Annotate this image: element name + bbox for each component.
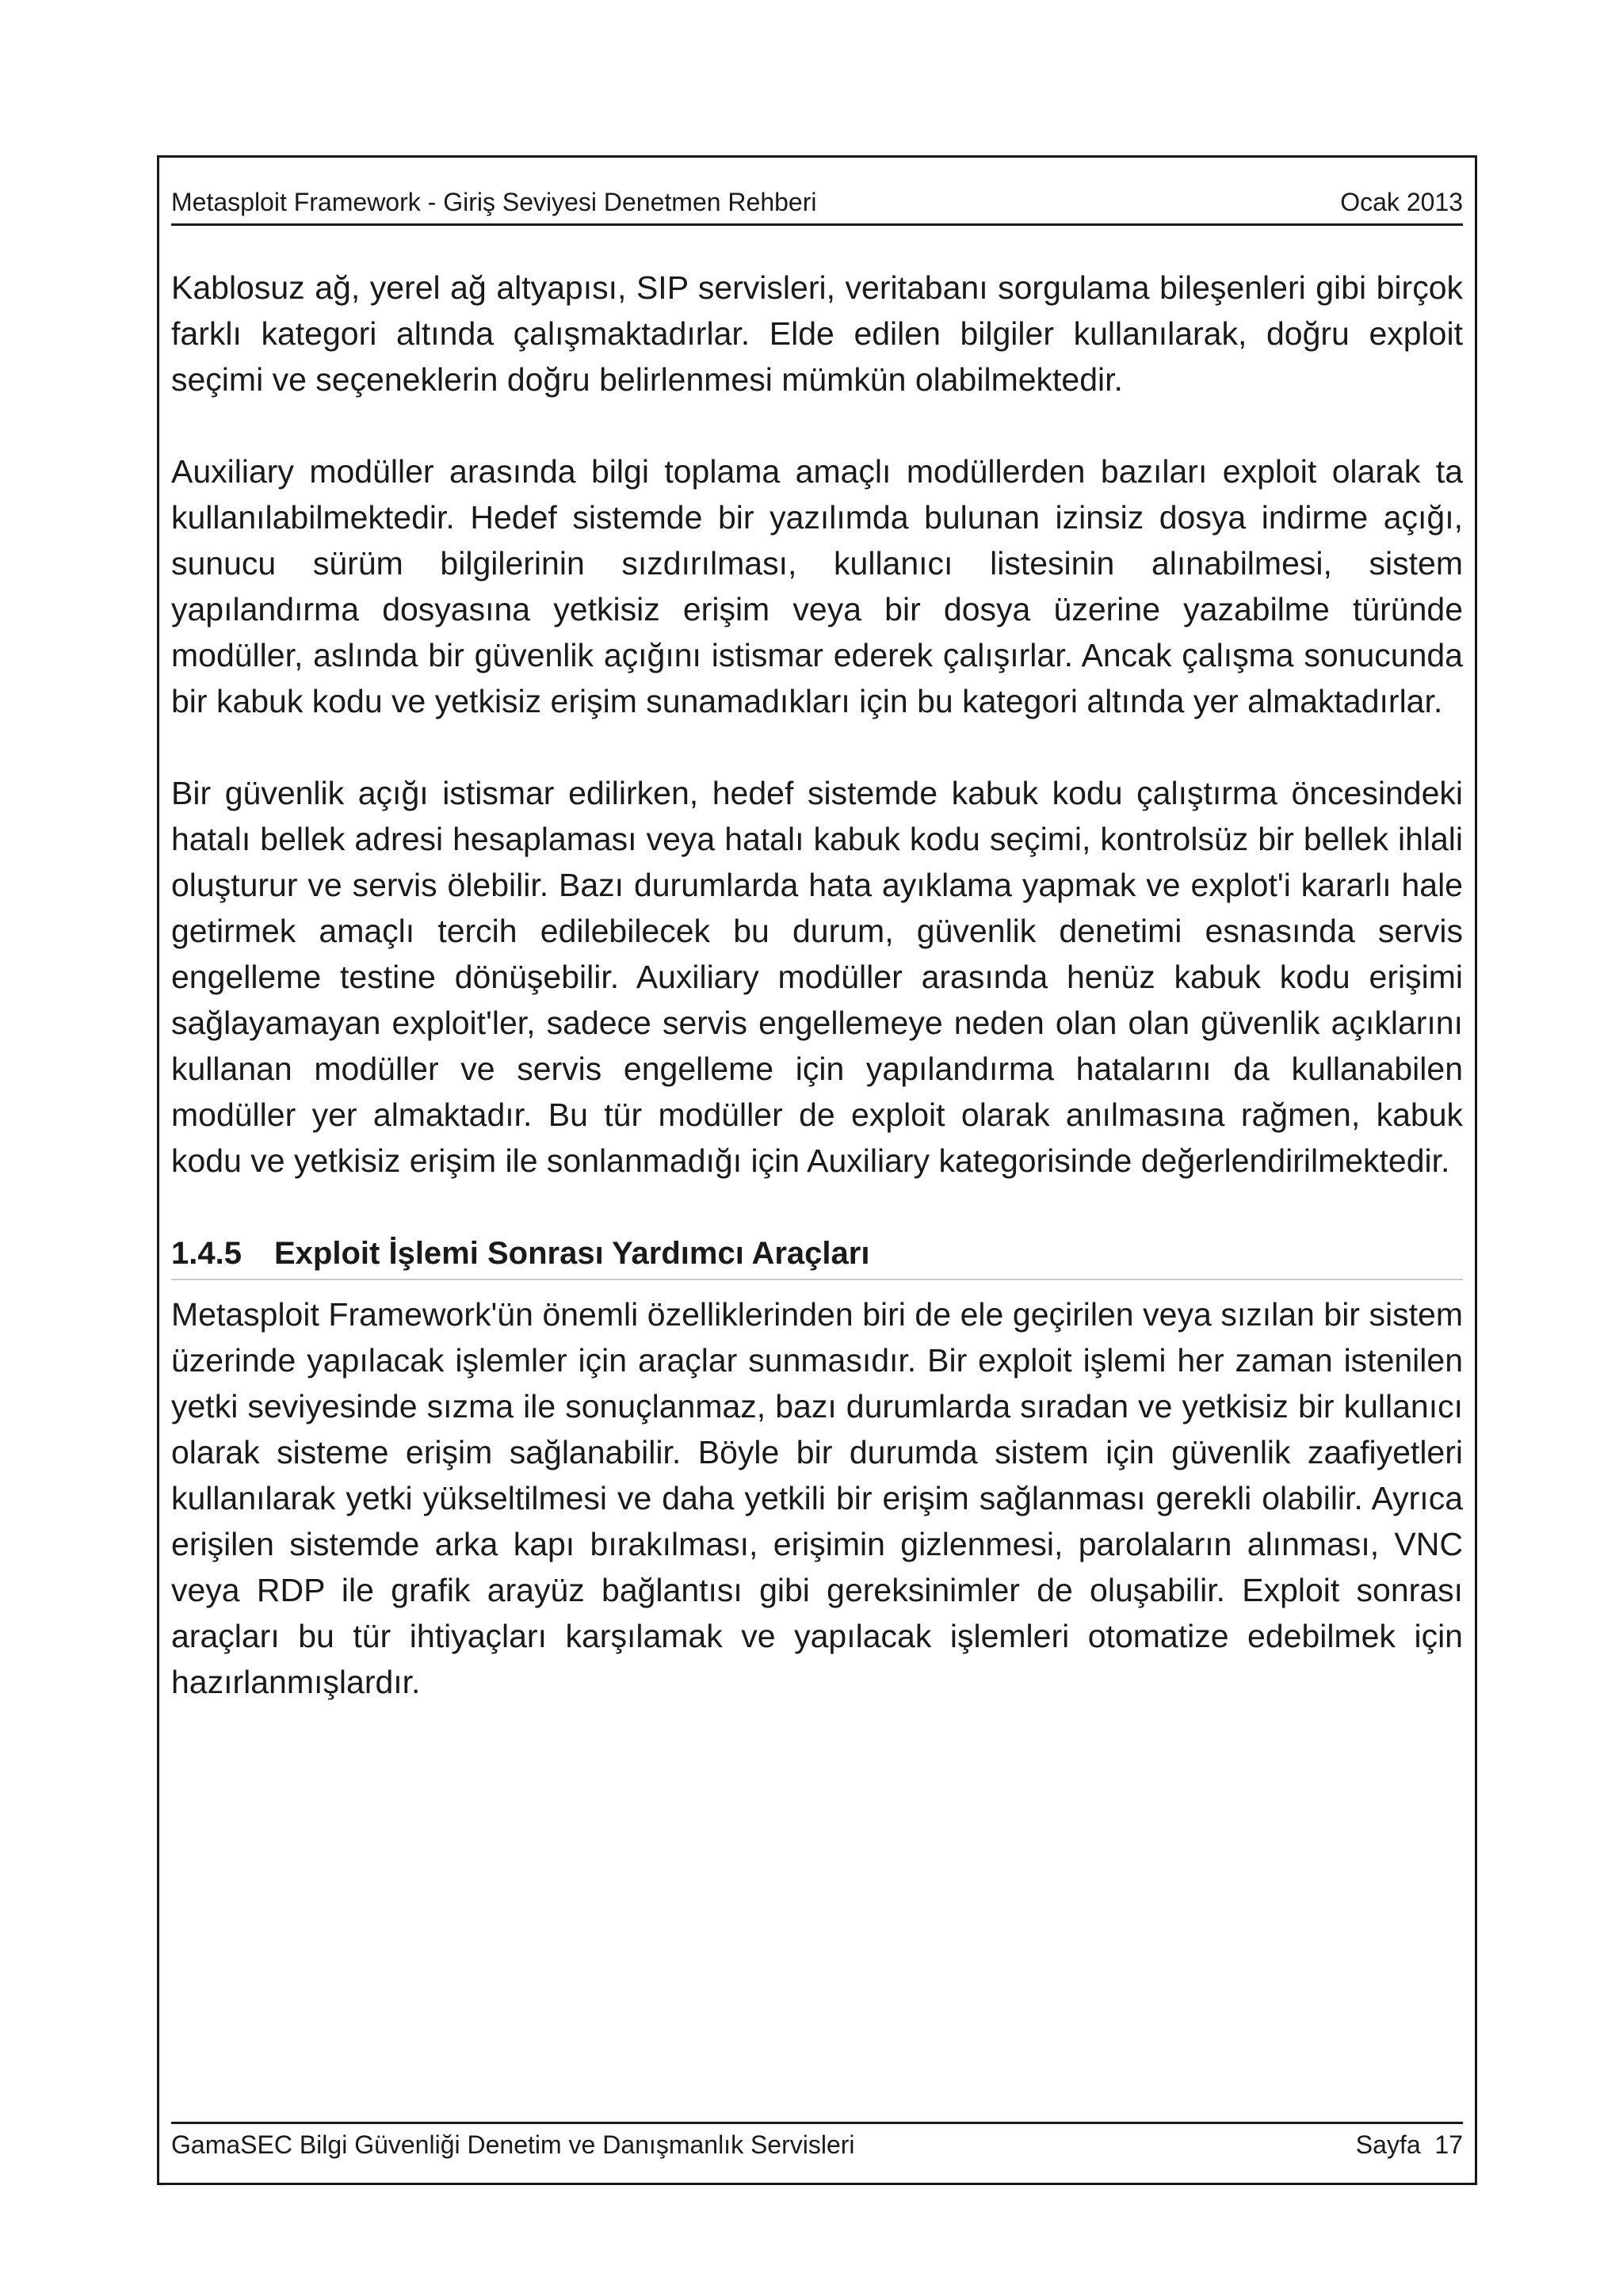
page-header (171, 182, 1463, 222)
paragraph-denial-of-service: Bir güvenlik açığı istismar edilirken, hedef sistemde kabuk kodu çalıştırma öncesindeki hatalı bellek adresi hesaplaması veya hatalı kabuk kodu seçimi, kontrolsüz bir bellek ihlali oluşturur ve servis ölebilir. Bazı durumlarda hata ayıklama yapmak ve explot'i kararlı hale getirmek amaçlı tercih edilebilecek bu durum, güvenlik denetimi esnasında servis engelleme testine dönüşebilir. Auxiliary modüller arasında henüz kabuk kodu erişimi sağlayamayan exploit'ler, sadece servis engellemeye neden olan olan güvenlik açıklarını kullanan modüller ve servis engelleme için yapılandırma hatalarını da kullanabilen modüller yer almaktadır. Bu tür modüller de exploit olarak anılmasına rağmen, kabuk kodu ve yetkisiz erişim ile sonlanmadığı için Auxiliary kategorisinde değerlendirilmektedir. (171, 775, 1463, 1179)
section-title: Exploit İşlemi Sonrası Yardımcı Araçları (274, 1236, 870, 1271)
section-heading (171, 1231, 1463, 1280)
page-footer (171, 2126, 1463, 2163)
paragraph-auxiliary-exploits: Auxiliary modüller arasında bilgi toplama amaçlı modüllerden bazıları exploit olarak ta kullanılabilmektedir. Hedef sistemde bir yazılımda bulunan izinsiz dosya indirme açığı, sunucu sürüm bilgilerinin sızdırılması, kullanıcı listesinin alınabilmesi, sistem yapılandırma dosyasına yetkisiz erişim veya bir dosya üzerine yazabilme türünde modüller, aslında bir güvenlik açığını istismar ederek çalışırlar. Ancak çalışma sonucunda bir kabuk kodu ve yetkisiz erişim sunamadıkları için bu kategori altında yer almaktadırlar. (171, 453, 1463, 719)
paragraph-wireless-categories: Kablosuz ağ, yerel ağ altyapısı, SIP servisleri, veritabanı sorgulama bileşenleri gibi birçok farklı kategori altında çalışmaktadırlar. Elde edilen bilgiler kullanılarak, doğru exploit seçimi ve seçeneklerin doğru belirlenmesi mümkün olabilmektedir. (171, 269, 1463, 398)
paragraph-post-exploitation: Metasploit Framework'ün önemli özelliklerinden biri de ele geçirilen veya sızılan bir sistem üzerinde yapılacak işlemler için araçlar sunmasıdır. Bir exploit işlemi her zaman istenilen yetki seviyesinde sızma ile sonuçlanmaz, bazı durumlarda sıradan ve yetkisiz bir kullanıcı olarak sisteme erişim sağlanabilir. Böyle bir durumda sistem için güvenlik zaafiyetleri kullanılarak yetki yükseltilmesi ve daha yetkili bir erişim sağlanması gerekli olabilir. Ayrıca erişilen sistemde arka kapı bırakılması, erişimin gizlenmesi, parolaların alınması, VNC veya RDP ile grafik arayüz bağlantısı gibi gereksinimler de oluşabilir. Exploit sonrası araçları bu tür ihtiyaçları karşılamak ve yapılacak işlemleri otomatize edebilmek için hazırlanmışlardır. (171, 1296, 1463, 1700)
page-number: Sayfa 17 (1355, 2130, 1463, 2159)
header-divider (171, 223, 1463, 226)
header-date: Ocak 2013 (1340, 187, 1463, 216)
footer-company: GamaSEC Bilgi Güvenliği Denetim ve Danışmanlık Servisleri (171, 2130, 855, 2159)
page-content (171, 265, 1463, 1705)
footer-divider (171, 2122, 1463, 2124)
section-number: 1.4.5 (171, 1236, 242, 1271)
header-title: Metasploit Framework - Giriş Seviyesi Denetmen Rehberi (171, 187, 817, 216)
